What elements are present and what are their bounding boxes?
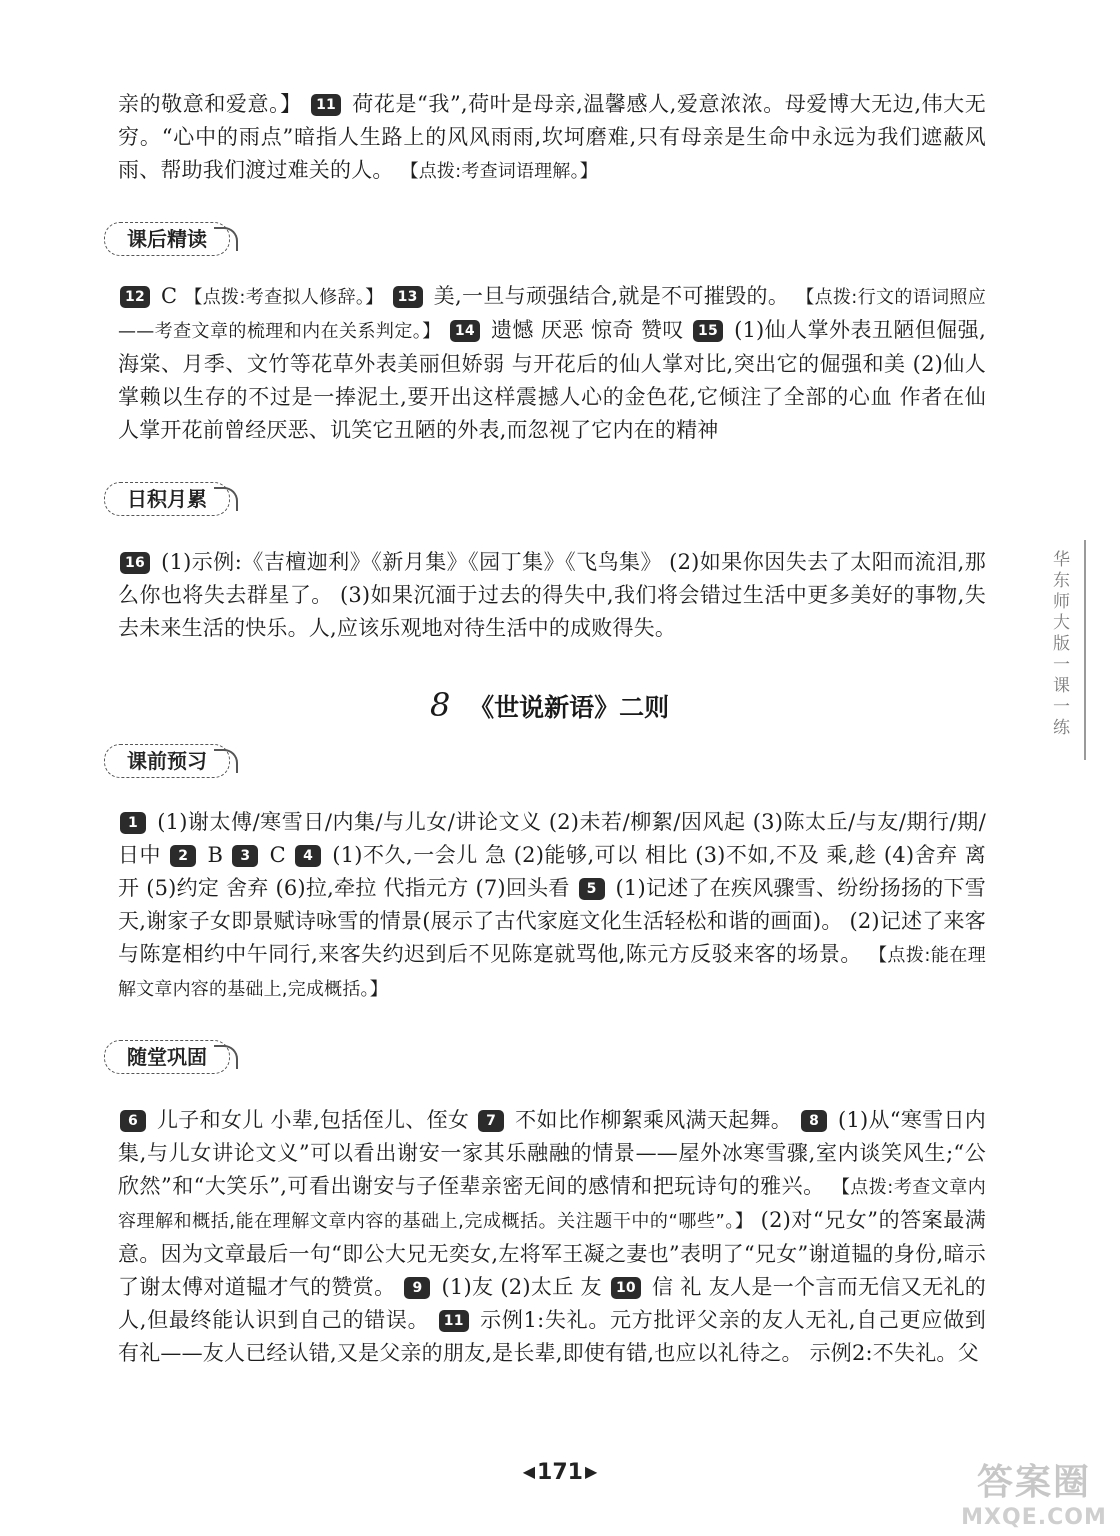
hint-note: 【点拨:能在理解文章内容的基础上,完成概括。】: [118, 945, 986, 1000]
answer-text: (1)示例:《吉檀迦利》《新月集》《园丁集》《飞鸟集》 (2)如果你因失去了太阳而流泪,那么你也将失去群星了。 (3)如果沉湎于过去的得失中,我们将会错过生活中更多美好的事物,失去未来生活的快乐。人,应该乐观地对待生活中的成败得失。: [118, 550, 986, 640]
answer-text: (1)友 (2)太丘 友: [441, 1275, 602, 1299]
question-number-badge: 12: [120, 286, 150, 308]
answer-text: 信 礼 友人是一个言而无信又无礼的人,但最终能认识到自己的错误。: [118, 1275, 986, 1332]
left-arrow-icon: ◀: [522, 1462, 536, 1481]
answer-text: 遗憾 厌恶 惊奇 赞叹: [490, 318, 684, 342]
top-paragraph: [118, 88, 986, 188]
page-number: 171: [537, 1460, 583, 1485]
right-arrow-icon: ▶: [584, 1462, 598, 1481]
section-tag-kehou-jingdu: 课后精读: [104, 222, 230, 256]
question-number-badge: 9: [404, 1277, 430, 1299]
jingdu-answer-block: [118, 280, 986, 447]
answer-text: 美,一旦与顽强结合,就是不可摧毁的。: [433, 284, 790, 308]
answer-text: 示例1:失礼。元方批评父亲的友人无礼,自己更应做到有礼——友人已经认错,又是父亲的朋友,是长辈,即使有错,也应以礼待之。 示例2:不失礼。父: [118, 1308, 986, 1365]
answer-text: (2)对“兄女”的答案最满意。因为文章最后一句“即公大兄无奕女,左将军王凝之妻也”表明了“兄女”谢道韫的身份,暗示了谢太傅对道韫才气的赞赏。: [118, 1208, 986, 1299]
watermark-logo: [954, 1454, 1114, 1528]
gonggu-paragraph: [118, 1104, 986, 1370]
answer-text: (1)从“寒雪日内集,与儿女讲论文义”可以看出谢安一家其乐融融的情景——屋外冰寒雪骤,室内谈笑风生;“公欣然”和“大笑乐”,可看出谢安与子侄辈亲密无间的感情和把玩诗句的雅兴。: [118, 1108, 986, 1198]
answer-text: C: [269, 843, 286, 867]
answer-text: 儿子和女儿 小辈,包括侄儿、侄女: [156, 1108, 470, 1132]
lesson-title: [430, 686, 669, 724]
question-number-badge: 2: [170, 845, 196, 867]
top-text-b: 荷花是“我”,荷叶是母亲,温馨感人,爱意浓浓。母爱博大无边,伟大无穷。“心中的雨点”暗指人生路上的风风雨雨,坎坷磨难,只有母亲是生命中永远为我们遮蔽风雨、帮助我们渡过难关的人。: [118, 92, 986, 182]
answer-text: (1)谢太傅/寒雪日/内集/与儿女/讲论文义 (2)未若/柳絮/因风起 (3)陈太丘/与友/期行/期/日中: [118, 810, 986, 867]
watermark-domain: MXQE.COM: [961, 1505, 1107, 1530]
question-number-badge: 7: [478, 1110, 504, 1132]
section-tag-riji-yuelei: 日积月累: [104, 482, 230, 516]
jilei-paragraph: [118, 546, 986, 645]
jilei-answer-block: [118, 546, 986, 645]
answer-text: 不如比作柳絮乘风满天起舞。: [515, 1108, 793, 1132]
question-number-badge: 14: [450, 320, 480, 342]
answer-text: B: [207, 843, 224, 867]
question-number-badge: 1: [120, 812, 146, 834]
gonggu-answer-block: [118, 1104, 986, 1370]
lesson-number: 8: [430, 686, 451, 724]
question-number-badge: 10: [611, 1277, 641, 1299]
hint-note: 【点拨:考查拟人修辞。】: [184, 287, 384, 308]
lesson-title-text: 《世说新语》二则: [469, 693, 670, 722]
answer-text: (1)记述了在疾风骤雪、纷纷扬扬的下雪天,谢家子女即景赋诗咏雪的情景(展示了古代家庭文化生活轻松和谐的画面)。 (2)记述了来客与陈寔相约中午同行,来客失约迟到后不见陈寔就骂他,陈元方反驳来客的场景。: [118, 876, 986, 966]
side-divider-line: [1084, 540, 1086, 760]
question-number-badge: 6: [120, 1110, 146, 1132]
question-number-badge: 11: [311, 94, 341, 116]
section-tag-suitang-gonggu: 随堂巩固: [104, 1040, 230, 1074]
top-text-a: 亲的敬意和爱意。】: [118, 92, 302, 116]
answer-text: (1)仙人掌外表丑陋但倔强,海棠、月季、文竹等花草外表美丽但娇弱 与开花后的仙人掌对比,突出它的倔强和美 (2)仙人掌赖以生存的不过是一捧泥土,要开出这样震撼人心的金色花,它倾注了全部的心血 作者在仙人掌开花前曾经厌恶、讥笑它丑陋的外表,而忽视了它内在的精神: [118, 318, 986, 442]
question-number-badge: 15: [693, 320, 723, 342]
side-book-label: 华东师大版一课一练: [1049, 550, 1069, 739]
yuxi-answer-block: [118, 806, 986, 1006]
question-number-badge: 3: [232, 845, 258, 867]
question-number-badge: 16: [120, 552, 150, 574]
hint-note: 【点拨:考查词语理解。】: [400, 161, 598, 182]
yuxi-paragraph: [118, 806, 986, 1006]
question-number-badge: 4: [295, 845, 321, 867]
page-footer: [0, 1460, 1120, 1485]
answer-text: C: [161, 284, 178, 308]
section-tag-keqian-yuxi: 课前预习: [104, 744, 230, 778]
hint-note: 【点拨:考查文章内容理解和概括,能在理解文章内容的基础上,完成概括。关注题干中的“哪些”。】: [118, 1177, 986, 1232]
hint-note: 【点拨:行文的语词照应——考查文章的梳理和内在关系判定。】: [118, 287, 986, 342]
top-answer-block: [118, 88, 986, 188]
jingdu-paragraph: [118, 280, 986, 447]
answer-text: (1)不久,一会儿 急 (2)能够,可以 相比 (3)不如,不及 乘,趁 (4)舍弃 离开 (5)约定 舍弃 (6)拉,牵拉 代指元方 (7)回头看: [118, 843, 986, 900]
question-number-badge: 11: [439, 1310, 469, 1332]
question-number-badge: 8: [801, 1110, 827, 1132]
question-number-badge: 13: [393, 286, 423, 308]
watermark-glyphs: 答案圈: [976, 1462, 1091, 1503]
question-number-badge: 5: [579, 878, 605, 900]
